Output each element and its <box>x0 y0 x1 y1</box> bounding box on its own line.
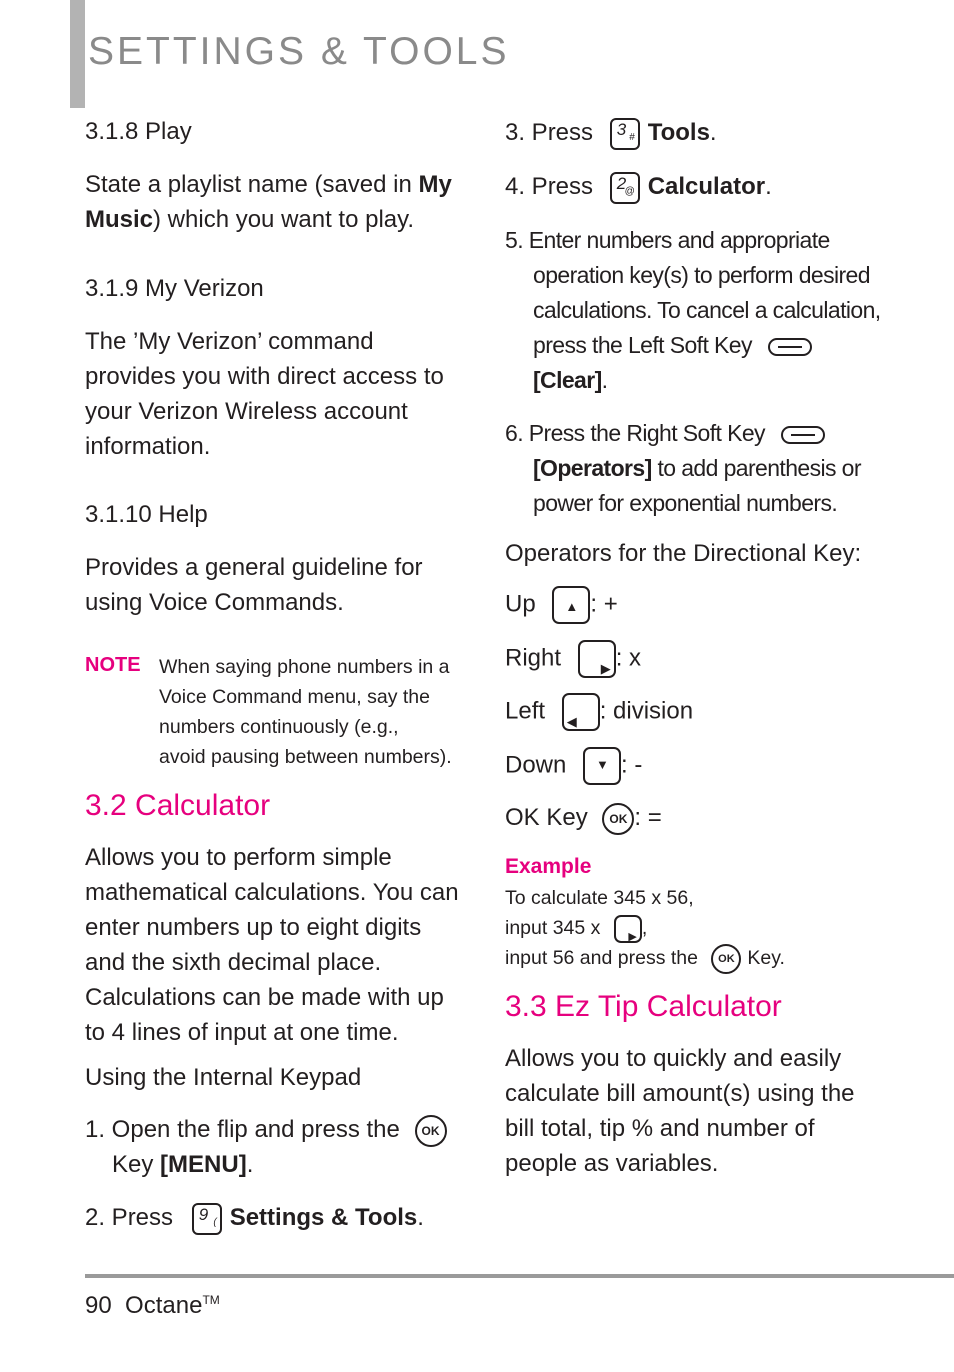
step-5: 5. Enter numbers and appropriate operation key(s) to perform desired calculations. To cancel a calculation, press the Left Soft Key [Clear]. <box>505 227 881 393</box>
step-6: 6. Press the Right Soft Key [Operators] to add parenthesis or power for exponential numbers. <box>505 420 861 516</box>
operators-title: Operators for the Directional Key: <box>505 540 862 567</box>
footer-rule <box>85 1274 954 1278</box>
operator-up: Up ▲ : + <box>505 586 618 624</box>
step-2: 2. Press 9 ( Settings & Tools. <box>85 1200 424 1235</box>
left-arrow-key-icon: ◀ <box>562 693 600 731</box>
down-arrow-key-icon: ▼ <box>583 747 621 785</box>
note-text: When saying phone numbers in a Voice Command menu, say the numbers continuously (e.g., avoid pausing between numbers). <box>159 656 452 768</box>
step-1: 1. Open the flip and press the OK Key [MENU]. <box>85 1112 465 1182</box>
calculator-text: Allows you to perform simple mathematical calculations. You can enter numbers up to eight digits and the sixth decimal place. Calculations can be made with up to 4 lines of input at one time. <box>85 844 459 1046</box>
help-text: Provides a general guideline for using Voice Commands. <box>85 554 423 616</box>
example-text: To calculate 345 x 56, input 345 x ▶ , input 56 and press the OK Key. <box>505 883 785 974</box>
step-3: 3. Press 3 # Tools. <box>505 115 717 150</box>
header-bar <box>70 0 85 108</box>
footer: 90 Octane™ <box>85 1292 220 1319</box>
right-arrow-key-icon: ▶ <box>578 640 616 678</box>
up-arrow-key-icon: ▲ <box>552 586 590 624</box>
key-2-icon: 2 @ <box>610 172 640 204</box>
page-title: SETTINGS & TOOLS <box>88 30 510 73</box>
calculator-heading: 3.2 Calculator <box>85 789 271 822</box>
play-heading: 3.1.8 Play <box>85 118 192 145</box>
operator-left: Left ◀ : division <box>505 693 693 731</box>
verizon-heading: 3.1.9 My Verizon <box>85 275 264 302</box>
note-label: NOTE <box>85 654 141 676</box>
ok-key-icon: OK <box>711 944 741 974</box>
ez-tip-heading: 3.3 Ez Tip Calculator <box>505 990 782 1023</box>
ez-tip-text: Allows you to quickly and easily calculate bill amount(s) using the bill total, tip % and number of people as variables. <box>505 1045 855 1177</box>
page-number: 90 <box>85 1292 112 1319</box>
verizon-text: The ’My Verizon’ command provides you with direct access to your Verizon Wireless account information. <box>85 328 444 460</box>
ok-key-icon: OK <box>602 803 634 835</box>
help-heading: 3.1.10 Help <box>85 501 208 528</box>
ok-key-icon: OK <box>415 1115 447 1147</box>
operator-ok: OK Key OK : = <box>505 800 662 835</box>
key-3-icon: 3 # <box>610 118 640 150</box>
play-text: State a playlist name (saved in My Music) which you want to play. <box>85 171 452 233</box>
key-9-icon: 9 ( <box>192 1203 222 1235</box>
example-label: Example <box>505 855 592 878</box>
left-soft-key-icon <box>768 338 812 356</box>
step-4: 4. Press 2 @ Calculator. <box>505 169 772 204</box>
product-name: Octane <box>125 1292 203 1319</box>
right-soft-key-icon <box>781 426 825 444</box>
operator-right: Right ▶ : x <box>505 640 641 678</box>
right-arrow-key-icon: ▶ <box>614 915 642 943</box>
operator-down: Down ▼ : - <box>505 747 642 785</box>
keypad-heading: Using the Internal Keypad <box>85 1064 362 1091</box>
